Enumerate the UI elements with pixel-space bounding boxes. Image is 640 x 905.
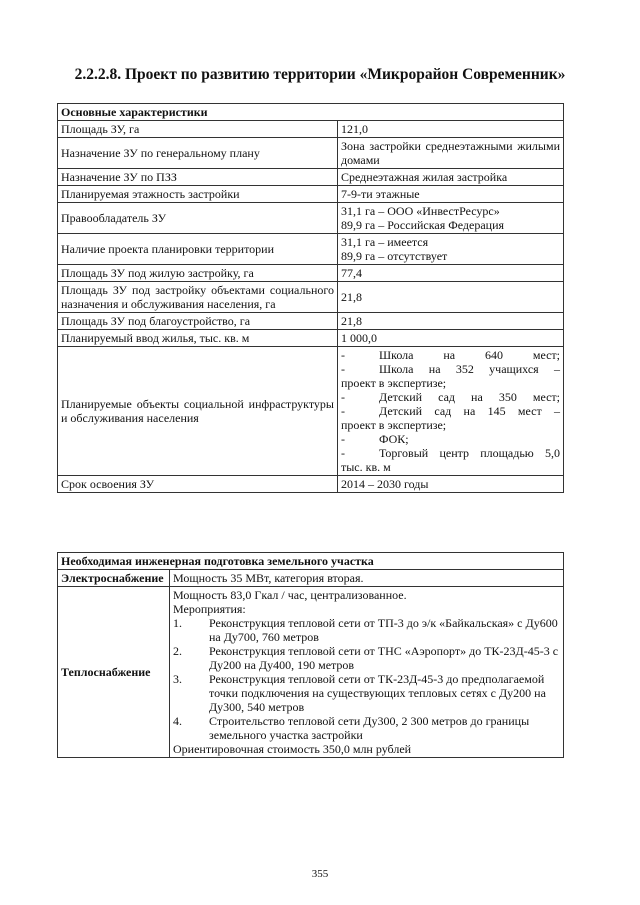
table-row: [58, 587, 564, 758]
row-value: 77,4: [338, 265, 564, 282]
list-item: 1. Реконструкция тепловой сети от ТП-3 до э/к «Байкальская» с Ду600 на Ду700, 760 метров: [173, 616, 558, 644]
row-label: Наличие проекта планировки территории: [58, 234, 338, 265]
row-label: Площадь ЗУ под застройку объектами социального назначения и обслуживания населения, га: [58, 282, 338, 313]
row-value: [338, 234, 564, 265]
table-row: [58, 570, 564, 587]
table-row: [58, 203, 564, 234]
row-label: Планируемая этажность застройки: [58, 186, 338, 203]
row-label: Площадь ЗУ под благоустройство, га: [58, 313, 338, 330]
row-label: Теплоснабжение: [58, 587, 170, 758]
row-value: [338, 203, 564, 234]
list-item: - ФОК;: [341, 432, 409, 446]
table-row: [58, 169, 564, 186]
row-value: 7-9-ти этажные: [338, 186, 564, 203]
value-line: Мощность 83,0 Гкал / час, централизованное.: [173, 588, 407, 602]
list-item: 4. Строительство тепловой сети Ду300, 2 300 метров до границы земельного участка застройки: [173, 714, 530, 742]
row-label: Площадь ЗУ, га: [58, 121, 338, 138]
list-item: 2. Реконструкция тепловой сети от ТНС «Аэропорт» до ТК-23Д-45-3 с Ду200 на Ду400, 190 метров: [173, 644, 559, 672]
row-label: Площадь ЗУ под жилую застройку, га: [58, 265, 338, 282]
table-row: [58, 347, 564, 476]
value-line: 31,1 га – ООО «ИнвестРесурс»: [341, 204, 500, 218]
value-line: 89,9 га – Российская Федерация: [341, 218, 505, 232]
value-line: Мероприятия:: [173, 602, 246, 616]
engineering-table: [57, 552, 564, 758]
list-item: - Детский сад на 145 мест –: [341, 404, 560, 418]
table-row: [58, 282, 564, 313]
row-value: 21,8: [338, 313, 564, 330]
value-line: Ориентировочная стоимость 350,0 млн рублей: [173, 742, 412, 756]
row-value: Среднеэтажная жилая застройка: [338, 169, 564, 186]
list-item-continuation: проект в экспертизе;: [341, 376, 447, 390]
row-value: 1 000,0: [338, 330, 564, 347]
row-value: 21,8: [338, 282, 564, 313]
row-label: Назначение ЗУ по генеральному плану: [58, 138, 338, 169]
list-item: - Школа на 352 учащихся –: [341, 362, 560, 376]
list-item: - Школа на 640 мест;: [341, 348, 560, 362]
main-characteristics-table: [57, 103, 564, 493]
heat-details: [170, 587, 564, 758]
table-row: [58, 313, 564, 330]
table-row: [58, 186, 564, 203]
row-label: Планируемые объекты социальной инфраструктуры и обслуживания населения: [58, 347, 338, 476]
row-value: Зона застройки среднеэтажными жилыми домами: [338, 138, 564, 169]
list-item-continuation: проект в экспертизе;: [341, 418, 447, 432]
list-item: 3. Реконструкция тепловой сети от ТК-23Д-45-3 до предполагаемой точки подключения на существующих тепловых сетях с Ду200 на Ду300, 540 метров: [173, 672, 546, 714]
table-row: [58, 265, 564, 282]
list-item-continuation: тыс. кв. м: [341, 460, 391, 474]
row-value: 2014 – 2030 годы: [338, 476, 564, 493]
list-item: - Торговый центр площадью 5,0: [341, 446, 560, 460]
table-header: Основные характеристики: [58, 104, 564, 121]
section-title: 2.2.2.8. Проект по развитию территории «Микрорайон Современник»: [74, 66, 566, 83]
row-label: Назначение ЗУ по ПЗЗ: [58, 169, 338, 186]
value-line: 31,1 га – имеется: [341, 235, 429, 249]
table-row: [58, 476, 564, 493]
table-row: [58, 553, 564, 570]
table-row: [58, 330, 564, 347]
row-label: Правообладатель ЗУ: [58, 203, 338, 234]
table-row: [58, 138, 564, 169]
row-value: Мощность 35 МВт, категория вторая.: [170, 570, 564, 587]
table-header: Необходимая инженерная подготовка земельного участка: [58, 553, 564, 570]
row-label: Электроснабжение: [58, 570, 170, 587]
row-label: Срок освоения ЗУ: [58, 476, 338, 493]
page-number: 355: [311, 868, 329, 880]
table-row: [58, 104, 564, 121]
list-item: - Детский сад на 350 мест;: [341, 390, 560, 404]
social-objects-list: [338, 347, 564, 476]
table-row: [58, 234, 564, 265]
row-value: 121,0: [338, 121, 564, 138]
table-row: [58, 121, 564, 138]
value-line: 89,9 га – отсутствует: [341, 249, 448, 263]
row-label: Планируемый ввод жилья, тыс. кв. м: [58, 330, 338, 347]
